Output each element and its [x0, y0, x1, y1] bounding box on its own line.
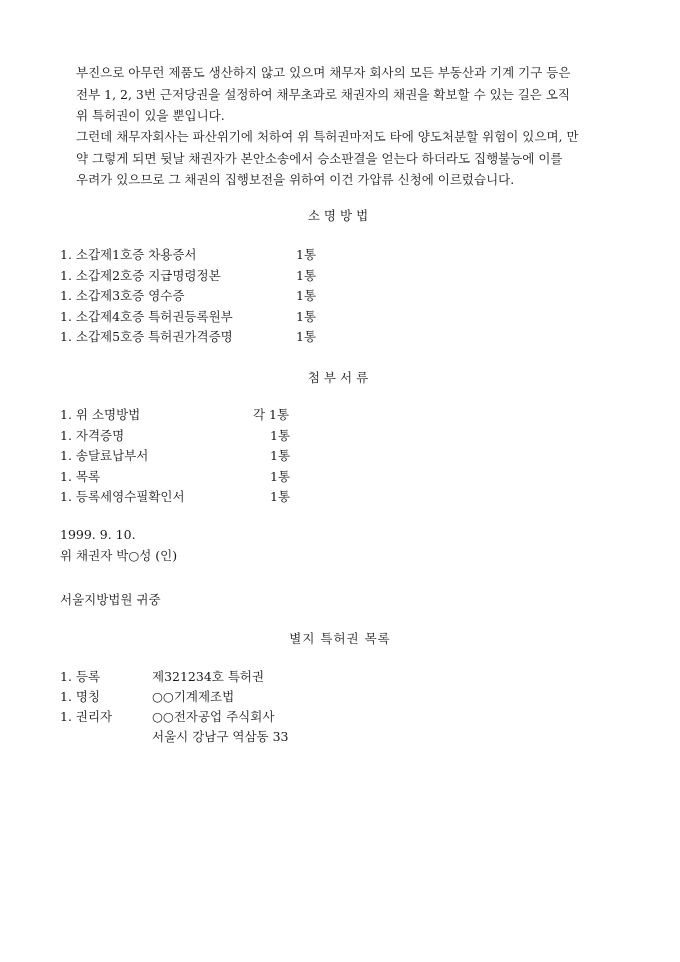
item-label: 1. 소갑제1호증 차용증서 — [60, 247, 197, 262]
item-label: 1. 소갑제2호증 지급명령정본 — [60, 267, 221, 283]
item-qty: 1통 — [270, 427, 291, 443]
item-qty: 1통 — [270, 448, 291, 463]
list-item — [60, 405, 290, 426]
patent-row-label: 1. 권리자 — [60, 709, 113, 724]
patent-row-value: ○○기계제조법 — [152, 689, 235, 704]
evidence-list — [60, 245, 317, 348]
paragraph-line: 부진으로 아무런 제품도 생산하지 않고 있으며 채무자 회사의 모든 부동산과 기계 기구 등은 — [76, 65, 571, 80]
item-qty: 1통 — [296, 247, 317, 262]
document-date: 1999. 9. 10. — [60, 527, 136, 542]
item-label: 1. 위 소명방법 — [60, 407, 141, 422]
item-label: 1. 송달료납부서 — [60, 448, 149, 463]
item-label: 1. 소갑제4호증 특허권등록원부 — [60, 308, 233, 324]
second-paragraph — [76, 126, 636, 191]
item-qty: 1통 — [296, 308, 317, 324]
court-addressee: 서울지방법원 귀중 — [60, 592, 161, 607]
intro-paragraph — [76, 62, 636, 127]
list-item — [60, 446, 291, 467]
attachments-heading: 첨부서류 — [307, 370, 373, 385]
list-item — [60, 245, 317, 266]
item-qty: 1통 — [270, 489, 291, 504]
list-item — [60, 467, 291, 488]
item-qty: 1통 — [296, 329, 317, 344]
patent-row-value: ○○전자공업 주식회사 — [152, 709, 275, 724]
patent-row-label: 1. 명칭 — [60, 689, 101, 704]
item-qty: 1통 — [270, 468, 291, 484]
creditor-signature: 위 채권자 박○성 (인) — [60, 548, 178, 563]
attachments-list — [60, 405, 291, 508]
paragraph-line: 위 특허권이 있을 뿐입니다. — [76, 108, 225, 123]
evidence-heading: 소명방법 — [307, 208, 373, 223]
item-qty: 각 1통 — [253, 407, 290, 422]
paragraph-line: 그런데 채무자회사는 파산위기에 처하여 위 특허권마저도 타에 양도처분할 위험이 있으며, 만 — [76, 129, 579, 144]
patent-row-title — [60, 687, 235, 707]
patent-row-value: 제321234호 특허권 — [152, 669, 265, 684]
list-item — [60, 327, 317, 348]
patent-row-value: 서울시 강남구 역삼동 33 — [152, 729, 289, 744]
paragraph-line: 약 그렇게 되면 뒷날 채권자가 본안소송에서 승소판결을 얻는다 하더라도 집행불능에 이를 — [76, 150, 563, 166]
patent-row-label: 1. 등록 — [60, 669, 101, 684]
list-item — [60, 426, 291, 447]
item-label: 1. 등록세영수필확인서 — [60, 489, 185, 504]
list-item — [60, 487, 291, 508]
item-label: 1. 목록 — [60, 468, 101, 484]
item-label: 1. 소갑제5호증 특허권가격증명 — [60, 329, 233, 344]
patent-list-heading: 별지 특허권 목록 — [289, 631, 391, 646]
patent-row-holder — [60, 707, 275, 727]
item-qty: 1통 — [296, 288, 317, 303]
item-qty: 1통 — [296, 267, 317, 283]
paragraph-line: 전부 1, 2, 3번 근저당권을 설정하여 채무초과로 채권자의 채권을 확보할 수 있는 길은 오직 — [76, 86, 571, 102]
list-item — [60, 286, 317, 307]
paragraph-line: 우려가 있으므로 그 채권의 집행보전을 위하여 이건 가압류 신청에 이르렀습니다. — [76, 172, 515, 187]
item-label: 1. 자격증명 — [60, 427, 125, 443]
item-label: 1. 소갑제3호증 영수증 — [60, 288, 185, 303]
list-item — [60, 307, 317, 328]
patent-row-registration — [60, 667, 265, 687]
list-item — [60, 266, 317, 287]
